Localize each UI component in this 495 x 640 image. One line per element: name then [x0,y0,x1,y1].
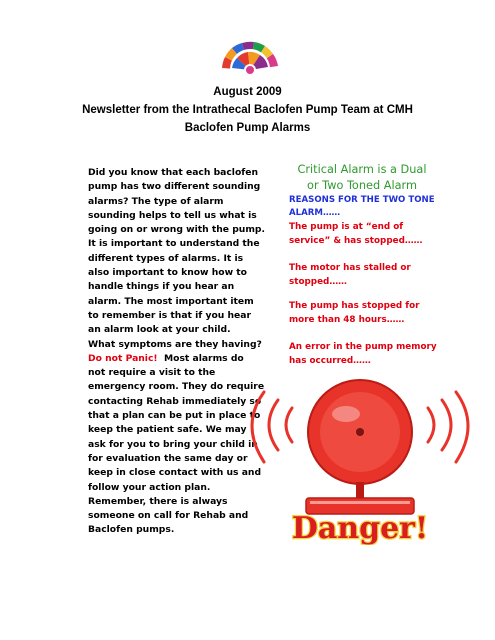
intro-line [88,352,274,366]
intro-line: Did you know that each baclofen [88,167,259,178]
intro-line: Baclofen pumps. [88,524,175,536]
intro-line: also important to know how to [88,267,247,279]
critical-alarm-title: Critical Alarm is a Dual or Two Toned Alarm [297,163,427,192]
intro-line: different types of alarms. It is [88,252,244,264]
intro-line: emergency room. They do require [88,381,265,393]
reason-item: The motor has stalled or stopped…… [289,263,411,287]
intro-line: keep in close contact with us and [88,467,262,479]
sound-wave-left-icon [252,392,292,462]
intro-line: alarm. The most important item [88,295,254,307]
intro-line: someone on call for Rehab and [88,510,249,522]
intro-line: going on or wrong with the pump. [88,224,265,236]
intro-line: Remember, there is always [88,495,228,507]
newsletter-subtitle: Baclofen Pump Alarms [184,122,311,134]
newsletter-title: Newsletter from the Intrathecal Baclofen Pump Team at CMH [82,104,413,116]
intro-line: for evaluation the same day or [88,452,248,464]
intro-line: sounding helps to tell us what is [88,209,257,221]
intro-line: an alarm look at your child. [88,324,231,336]
intro-line: pump has two different sounding [88,181,261,193]
intro-line: handle things if you hear an [88,281,235,293]
danger-sign-icon [292,511,428,545]
intro-line: contacting Rehab immediately so [88,395,262,407]
reason-item: The pump is at “end of service” & has stopped…… [289,222,423,246]
newsletter-date: August 2009 [213,86,282,98]
intro-line: alarms? The type of alarm [88,195,224,207]
intro-line: What symptoms are they having? [88,338,262,350]
intro-paragraph [88,166,274,538]
intro-line: keep the patient safe. We may [88,424,247,436]
panic-rest-text: Most alarms do [157,352,244,364]
intro-line: follow your action plan. [88,481,211,493]
intro-line: to remember is that if you hear [88,309,252,321]
intro-line: ask for you to bring your child in [88,438,258,450]
reason-item: An error in the pump memory has occurred…… [289,342,437,366]
intro-line: that a plan can be put in place to [88,410,261,422]
reasons-heading: REASONS FOR THE TWO TONE ALARM…… [289,195,435,218]
intro-line: not require a visit to the [88,367,216,379]
do-not-panic-text: Do not Panic! [88,352,158,364]
bell-icon [306,380,414,514]
intro-line: It is important to understand the [88,238,260,250]
sound-wave-right-icon [428,392,468,462]
danger-text: Danger! [291,511,429,545]
reason-item: The pump has stopped for more than 48 hours…… [289,301,420,325]
alarm-bell-danger-illustration [250,370,470,545]
hospital-logo-icon [221,30,279,76]
